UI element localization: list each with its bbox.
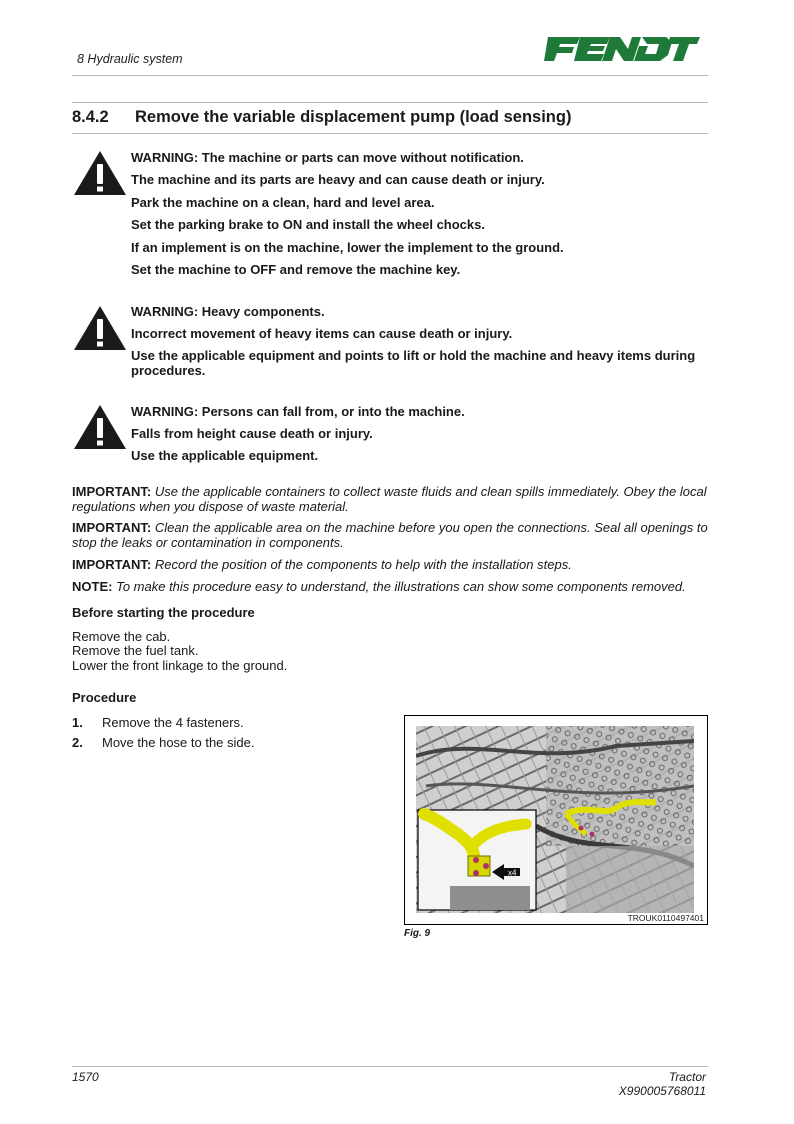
note-label: IMPORTANT: [72,557,152,572]
warning-3-line-2: Falls from height cause death or injury. [131,426,373,441]
brand-text: FENDT [622,63,626,64]
note-text: To make this procedure easy to understand, the illustrations can show some components removed. [116,579,686,594]
section-number: 8.4.2 [72,108,109,126]
warning-2-line-3: Use the applicable equipment and points to lift or hold the machine and heavy items during procedures. [131,348,696,378]
figure-image-id: TROUK0110497401 [627,913,704,923]
warning-3-line-1: WARNING: Persons can fall from, or into the machine. [131,404,465,419]
note-label: NOTE: [72,579,113,594]
pump-illustration [416,726,694,913]
warning-1-line-2: The machine and its parts are heavy and can cause death or injury. [131,172,545,187]
warning-triangle-icon [72,149,128,197]
before-item-3: Lower the front linkage to the ground. [72,658,288,673]
figure-caption: Fig. 9 [404,928,431,939]
step-1-text: Remove the 4 fasteners. [102,715,244,730]
note-4 [72,579,708,594]
title-bottom-rule [72,133,708,134]
note-label: IMPORTANT: [72,484,152,499]
warning-2-line-2: Incorrect movement of heavy items can cause death or injury. [131,326,513,341]
warning-triangle-icon [72,304,128,352]
warning-1-line-3: Park the machine on a clean, hard and level area. [131,195,435,210]
before-heading: Before starting the procedure [72,605,255,620]
header-section-title: 8 Hydraulic system [77,52,183,66]
section-title: Remove the variable displacement pump (load sensing) [135,108,572,126]
warning-2-line-1: WARNING: Heavy components. [131,304,325,319]
footer-rule [72,1066,708,1067]
warning-1-line-1: WARNING: The machine or parts can move without notification. [131,150,524,165]
important-note-3 [72,557,708,572]
important-note-2 [72,520,708,550]
footer-doc-number: X990005768011 [618,1084,706,1098]
figure-frame [404,715,708,925]
step-2-text: Move the hose to the side. [102,735,255,750]
before-item-2: Remove the fuel tank. [72,643,199,658]
procedure-heading: Procedure [72,690,137,705]
callout-label: x4 [508,868,517,878]
step-1-number: 1. [72,715,83,730]
note-label: IMPORTANT: [72,520,152,535]
before-item-1: Remove the cab. [72,629,171,644]
note-text: Clean the applicable area on the machine before you open the connections. Seal all openings to stop the leaks or contamination in components. [72,520,708,550]
warning-1-line-4: Set the parking brake to ON and install the wheel chocks. [131,217,485,232]
header-rule [72,75,708,76]
footer-product: Tractor [668,1070,706,1084]
note-text: Use the applicable containers to collect waste fluids and clean spills immediately. Obey the local regulations when you dispose of waste material. [72,484,707,514]
fendt-logo [544,34,700,64]
warning-triangle-icon [72,403,128,451]
note-text: Record the position of the components to help with the installation steps. [154,557,572,572]
important-note-1 [72,484,708,514]
step-2-number: 2. [72,735,83,750]
warning-1-line-5: If an implement is on the machine, lower the implement to the ground. [131,240,564,255]
warning-3-line-3: Use the applicable equipment. [131,448,319,463]
page-number: 1570 [72,1070,99,1084]
warning-1-line-6: Set the machine to OFF and remove the machine key. [131,262,461,277]
title-top-rule [72,102,708,103]
